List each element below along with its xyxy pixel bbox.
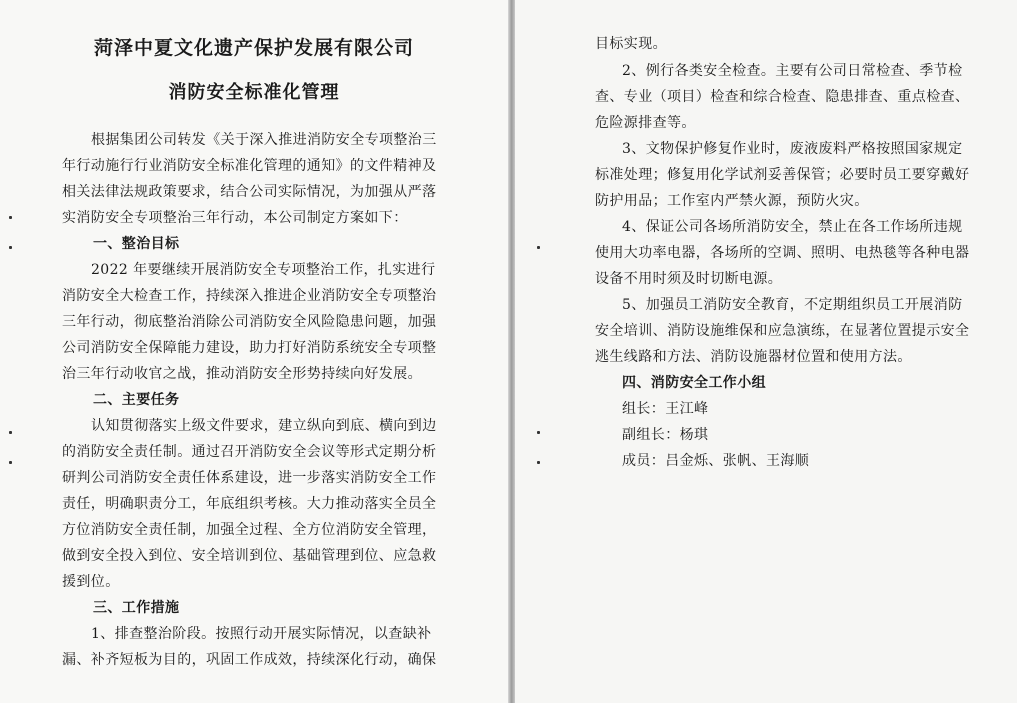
- intro-line: 根据集团公司转发《关于深入推进消防安全专项整治三: [91, 132, 437, 148]
- section-line: 三年行动，彻底整治消除公司消防安全风险隐患问题，加强: [62, 314, 437, 330]
- body-line: 3、文物保护修复作业时，废液废料严格按照国家规定: [622, 141, 963, 157]
- body-line: 2、例行各类安全检查。主要有公司日常检查、季节检: [622, 63, 963, 79]
- scan-mark: [537, 246, 540, 249]
- body-line: 查、专业（项目）检查和综合检查、隐患排查、重点检查、: [595, 89, 970, 105]
- section-line: 公司消防安全保障能力建设，助力打好消防系统安全专项整: [62, 340, 437, 356]
- section-line: 援到位。: [62, 574, 120, 590]
- page-gutter: [508, 0, 515, 703]
- body-line: 使用大功率电器，各场所的空调、照明、电热毯等各种电器: [595, 245, 970, 261]
- section-line: 认知贯彻落实上级文件要求，建立纵向到底、横向到边: [91, 418, 437, 434]
- right-page: [515, 0, 1017, 703]
- section-line: 消防安全大检查工作，持续深入推进企业消防安全专项整治: [62, 288, 437, 304]
- team-deputy-leader: 副组长：杨琪: [622, 427, 709, 443]
- intro-line: 年行动施行行业消防安全标准化管理的通知》的文件精神及: [62, 158, 437, 174]
- body-line: 安全培训、消防设施维保和应急演练，在显著位置提示安全: [595, 323, 970, 339]
- team-members: 成员：吕金烁、张帆、王海顺: [622, 453, 810, 469]
- section-line: 治三年行动收官之战，推动消防安全形势持续向好发展。: [62, 366, 422, 382]
- section-line: 1、排查整治阶段。按照行动开展实际情况，以查缺补: [91, 626, 432, 642]
- section-heading-tasks: 二、主要任务: [93, 392, 180, 408]
- company-title: 菏泽中夏文化遗产保护发展有限公司: [93, 37, 414, 59]
- body-line: 危险源排查等。: [595, 115, 696, 131]
- scan-mark: [537, 431, 540, 434]
- scan-mark: [537, 461, 540, 464]
- section-line: 2022 年要继续开展消防安全专项整治工作，扎实进行: [91, 262, 436, 278]
- section-heading-goals: 一、整治目标: [93, 236, 180, 252]
- team-leader: 组长：王江峰: [622, 401, 709, 417]
- section-line: 的消防安全责任制。通过召开消防安全会议等形式定期分析: [62, 444, 437, 460]
- scan-mark: [9, 461, 12, 464]
- section-line: 漏、补齐短板为目的，巩固工作成效，持续深化行动，确保: [62, 652, 437, 668]
- body-line: 4、保证公司各场所消防安全，禁止在各工作场所违规: [622, 219, 963, 235]
- scan-mark: [9, 431, 12, 434]
- section-heading-team: 四、消防安全工作小组: [622, 375, 766, 391]
- section-heading-measures: 三、工作措施: [93, 600, 180, 616]
- section-line: 研判公司消防安全责任体系建设，进一步落实消防安全工作: [62, 470, 437, 486]
- body-line: 逃生线路和方法、消防设施器材位置和使用方法。: [595, 349, 912, 365]
- body-line: 目标实现。: [595, 36, 667, 52]
- body-line: 设备不用时须及时切断电源。: [595, 271, 783, 287]
- body-line: 5、加强员工消防安全教育，不定期组织员工开展消防: [622, 297, 963, 313]
- section-line: 做到安全投入到位、安全培训到位、基础管理到位、应急救: [62, 548, 437, 564]
- section-line: 责任，明确职责分工，年底组织考核。大力推动落实全员全: [62, 496, 437, 512]
- left-page: [0, 0, 508, 703]
- section-line: 方位消防安全责任制，加强全过程、全方位消防安全管理，: [62, 522, 437, 538]
- body-line: 标准处理；修复用化学试剂妥善保管；必要时员工要穿戴好: [595, 167, 970, 183]
- body-line: 防护用品；工作室内严禁火源，预防火灾。: [595, 193, 869, 209]
- intro-line: 实消防安全专项整治三年行动，本公司制定方案如下：: [62, 210, 408, 226]
- intro-line: 相关法律法规政策要求，结合公司实际情况，为加强从严落: [62, 184, 437, 200]
- scan-mark: [9, 216, 12, 219]
- scan-mark: [9, 246, 12, 249]
- document-title: 消防安全标准化管理: [168, 82, 340, 103]
